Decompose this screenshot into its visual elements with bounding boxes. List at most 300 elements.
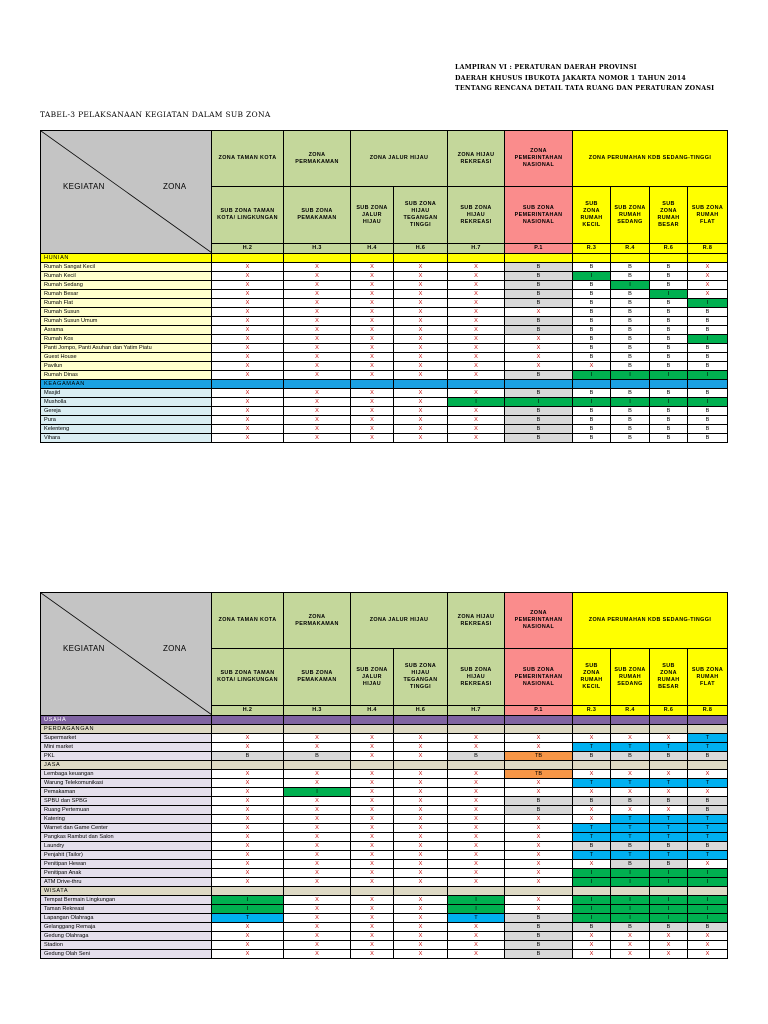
permission-cell: X — [394, 362, 448, 371]
corner-header — [41, 131, 212, 254]
permission-cell: X — [212, 353, 284, 362]
permission-cell: X — [284, 905, 351, 914]
permission-cell: X — [351, 806, 394, 815]
permission-cell: X — [394, 335, 448, 344]
permission-cell: X — [284, 299, 351, 308]
permission-cell: X — [394, 299, 448, 308]
permission-cell: I — [688, 896, 728, 905]
permission-cell: X — [394, 770, 448, 779]
table-row — [41, 815, 728, 824]
permission-cell: X — [505, 833, 573, 842]
section-cell — [505, 716, 573, 725]
permission-cell: X — [284, 851, 351, 860]
permission-cell: X — [394, 878, 448, 887]
section-cell — [212, 887, 284, 896]
section-cell — [688, 254, 728, 263]
permission-cell: I — [688, 398, 728, 407]
activity-label: Ruang Pertemuan — [41, 806, 212, 815]
permission-cell: X — [284, 869, 351, 878]
permission-cell: B — [611, 860, 650, 869]
permission-cell: X — [212, 308, 284, 317]
permission-cell: X — [448, 815, 505, 824]
permission-cell: B — [573, 344, 611, 353]
permission-cell: X — [212, 779, 284, 788]
section-cell — [573, 725, 611, 734]
activity-label: Panti Jompo, Panti Asuhan dan Yatim Piatu — [41, 344, 212, 353]
permission-cell: X — [284, 353, 351, 362]
permission-cell: X — [212, 806, 284, 815]
permission-cell: T — [611, 851, 650, 860]
permission-cell: B — [505, 389, 573, 398]
subzone-code: H.7 — [448, 705, 505, 715]
section-cell — [284, 716, 351, 725]
permission-cell: X — [284, 824, 351, 833]
permission-cell: X — [448, 923, 505, 932]
permission-cell: X — [351, 779, 394, 788]
permission-cell: B — [611, 389, 650, 398]
permission-cell: B — [611, 842, 650, 851]
activity-label: Rumah Besar — [41, 290, 212, 299]
permission-cell: X — [394, 353, 448, 362]
permission-cell: X — [573, 362, 611, 371]
table-row — [41, 290, 728, 299]
permission-cell: X — [212, 869, 284, 878]
permission-cell: X — [394, 824, 448, 833]
permission-cell: X — [573, 734, 611, 743]
activity-label: Pemakaman — [41, 788, 212, 797]
permission-cell: X — [448, 842, 505, 851]
permission-cell: I — [688, 335, 728, 344]
permission-cell: X — [688, 950, 728, 959]
activity-label: Gelanggang Remaja — [41, 923, 212, 932]
permission-cell: X — [351, 770, 394, 779]
section-row — [41, 254, 728, 263]
permission-cell: X — [448, 878, 505, 887]
permission-cell: B — [650, 335, 688, 344]
permission-cell: B — [505, 806, 573, 815]
section-label: KEAGAMAAN — [41, 380, 212, 389]
permission-cell: I — [650, 914, 688, 923]
diagonal-line — [41, 593, 212, 715]
permission-cell: X — [351, 878, 394, 887]
permission-cell: B — [611, 407, 650, 416]
permission-cell: I — [448, 398, 505, 407]
permission-cell: B — [505, 425, 573, 434]
section-cell — [650, 725, 688, 734]
subzone-header: SUB ZONA PEMAKAMAN — [284, 649, 351, 705]
permission-cell: I — [611, 869, 650, 878]
table-row — [41, 824, 728, 833]
permission-cell: X — [284, 833, 351, 842]
permission-cell: I — [688, 914, 728, 923]
permission-cell: X — [351, 851, 394, 860]
section-cell — [505, 380, 573, 389]
activity-label: Warnet dan Game Center — [41, 824, 212, 833]
permission-cell: X — [284, 326, 351, 335]
permission-cell: I — [448, 905, 505, 914]
permission-cell: B — [505, 272, 573, 281]
permission-cell: I — [573, 371, 611, 380]
section-cell — [284, 761, 351, 770]
permission-cell: X — [212, 941, 284, 950]
activity-label: ATM Drive-thru — [41, 878, 212, 887]
section-cell — [284, 380, 351, 389]
permission-cell: B — [505, 299, 573, 308]
activity-label: Rumah Susun Umum — [41, 317, 212, 326]
section-row — [41, 761, 728, 770]
permission-cell: B — [611, 353, 650, 362]
permission-cell: X — [688, 770, 728, 779]
permission-cell: X — [505, 878, 573, 887]
activity-label: Katering — [41, 815, 212, 824]
permission-cell: X — [611, 932, 650, 941]
zone-header: ZONA HIJAU REKREASI — [448, 131, 505, 187]
activity-label: Asrama — [41, 326, 212, 335]
permission-cell: X — [284, 290, 351, 299]
permission-cell: X — [351, 263, 394, 272]
subzone-code: R.3 — [573, 705, 611, 715]
permission-cell: X — [284, 860, 351, 869]
permission-cell: B — [505, 407, 573, 416]
permission-cell: X — [212, 932, 284, 941]
permission-cell: B — [611, 362, 650, 371]
permission-cell: X — [394, 896, 448, 905]
permission-cell: X — [394, 806, 448, 815]
permission-cell: X — [212, 860, 284, 869]
permission-cell: X — [394, 842, 448, 851]
section-cell — [611, 761, 650, 770]
permission-cell: B — [650, 923, 688, 932]
subzone-header: SUB ZONA RUMAH SEDANG — [611, 187, 650, 243]
permission-cell: X — [284, 407, 351, 416]
permission-cell: X — [394, 344, 448, 353]
section-cell — [650, 887, 688, 896]
subzone-header: SUB ZONA RUMAH SEDANG — [611, 649, 650, 705]
activity-label: Rumah Sedang — [41, 281, 212, 290]
permission-cell: B — [650, 281, 688, 290]
permission-cell: I — [650, 878, 688, 887]
section-cell — [351, 725, 394, 734]
subzone-header: SUB ZONA JALUR HIJAU — [351, 187, 394, 243]
permission-cell: T — [650, 743, 688, 752]
permission-cell: X — [448, 950, 505, 959]
permission-cell: B — [611, 344, 650, 353]
permission-cell: X — [688, 941, 728, 950]
permission-cell: X — [448, 425, 505, 434]
section-cell — [688, 716, 728, 725]
activity-label: Masjid — [41, 389, 212, 398]
permission-cell: X — [351, 299, 394, 308]
permission-cell: X — [505, 788, 573, 797]
subzone-header: SUB ZONA TAMAN KOTA/ LINGKUNGAN — [212, 649, 284, 705]
permission-cell: X — [448, 281, 505, 290]
permission-cell: I — [611, 281, 650, 290]
permission-cell: B — [688, 407, 728, 416]
permission-cell: B — [505, 914, 573, 923]
permission-cell: X — [212, 281, 284, 290]
table-row — [41, 842, 728, 851]
permission-cell: B — [448, 752, 505, 761]
permission-cell: X — [505, 353, 573, 362]
permission-cell: X — [351, 824, 394, 833]
permission-cell: B — [688, 317, 728, 326]
table-row — [41, 932, 728, 941]
permission-cell: B — [573, 416, 611, 425]
permission-cell: T — [688, 734, 728, 743]
activity-label: Stadion — [41, 941, 212, 950]
permission-cell: X — [505, 824, 573, 833]
permission-cell: X — [351, 734, 394, 743]
permission-cell: X — [351, 290, 394, 299]
permission-cell: X — [448, 824, 505, 833]
permission-cell: X — [394, 317, 448, 326]
permission-cell: X — [505, 869, 573, 878]
table-row — [41, 326, 728, 335]
permission-cell: B — [505, 281, 573, 290]
permission-cell: X — [212, 407, 284, 416]
permission-cell: X — [448, 263, 505, 272]
permission-cell: I — [505, 398, 573, 407]
permission-cell: X — [212, 842, 284, 851]
permission-cell: B — [688, 308, 728, 317]
permission-cell: X — [351, 797, 394, 806]
permission-cell: X — [394, 308, 448, 317]
permission-cell: X — [284, 272, 351, 281]
permission-cell: I — [611, 914, 650, 923]
permission-cell: X — [212, 425, 284, 434]
permission-cell: X — [212, 815, 284, 824]
permission-cell: X — [394, 407, 448, 416]
table-row — [41, 797, 728, 806]
permission-cell: X — [284, 779, 351, 788]
permission-cell: X — [394, 281, 448, 290]
activity-label: Supermarket — [41, 734, 212, 743]
permission-cell: X — [505, 905, 573, 914]
permission-cell: I — [611, 896, 650, 905]
activity-label: Kelenteng — [41, 425, 212, 434]
permission-cell: B — [650, 797, 688, 806]
section-cell — [505, 887, 573, 896]
permission-cell: X — [394, 434, 448, 443]
subzone-header: SUB ZONA PEMERINTAHAN NASIONAL — [505, 187, 573, 243]
table-row — [41, 362, 728, 371]
permission-cell: TB — [505, 752, 573, 761]
permission-cell: X — [212, 299, 284, 308]
permission-cell: X — [351, 860, 394, 869]
permission-cell: X — [394, 734, 448, 743]
permission-cell: I — [688, 371, 728, 380]
permission-cell: X — [351, 752, 394, 761]
permission-cell: T — [448, 914, 505, 923]
permission-cell: B — [650, 842, 688, 851]
activity-label: Lapangan Olahraga — [41, 914, 212, 923]
activity-label: Gereja — [41, 407, 212, 416]
section-cell — [448, 887, 505, 896]
permission-cell: B — [688, 797, 728, 806]
permission-cell: X — [448, 797, 505, 806]
subzone-header: SUB ZONA RUMAH BESAR — [650, 187, 688, 243]
permission-cell: X — [212, 434, 284, 443]
permission-cell: B — [688, 752, 728, 761]
permission-cell: X — [351, 425, 394, 434]
permission-cell: X — [212, 824, 284, 833]
subzone-code: R.4 — [611, 243, 650, 253]
permission-cell: T — [688, 833, 728, 842]
section-label: HUNIAN — [41, 254, 212, 263]
permission-cell: B — [573, 425, 611, 434]
activity-label: Gedung Olah Seni — [41, 950, 212, 959]
permission-cell: X — [351, 869, 394, 878]
permission-cell: X — [284, 770, 351, 779]
activity-label: PKL — [41, 752, 212, 761]
permission-cell: I — [688, 299, 728, 308]
table-row — [41, 743, 728, 752]
activity-label: Rumah Flat — [41, 299, 212, 308]
permission-cell: X — [505, 308, 573, 317]
section-cell — [351, 254, 394, 263]
permission-cell: X — [611, 788, 650, 797]
permission-cell: X — [448, 335, 505, 344]
section-cell — [573, 716, 611, 725]
permission-cell: X — [611, 770, 650, 779]
permission-cell: X — [284, 362, 351, 371]
permission-cell: X — [284, 932, 351, 941]
activity-label: Penitipan Anak — [41, 869, 212, 878]
permission-cell: B — [611, 290, 650, 299]
permission-cell: T — [611, 833, 650, 842]
permission-cell: B — [611, 299, 650, 308]
permission-cell: X — [351, 815, 394, 824]
permission-cell: B — [688, 425, 728, 434]
section-cell — [284, 725, 351, 734]
section-cell — [688, 725, 728, 734]
subzone-code: H.6 — [394, 243, 448, 253]
permission-cell: X — [212, 317, 284, 326]
permission-cell: B — [688, 326, 728, 335]
section-cell — [284, 254, 351, 263]
permission-cell: X — [284, 371, 351, 380]
permission-cell: B — [650, 416, 688, 425]
permission-cell: I — [448, 896, 505, 905]
permission-cell: X — [505, 779, 573, 788]
zone-header: ZONA PERMAKAMAN — [284, 131, 351, 187]
subzone-code: H.2 — [212, 705, 284, 715]
permission-cell: B — [611, 335, 650, 344]
section-cell — [573, 761, 611, 770]
permission-cell: X — [212, 389, 284, 398]
permission-cell: X — [505, 335, 573, 344]
section-cell — [212, 380, 284, 389]
permission-cell: X — [573, 770, 611, 779]
corner-header — [41, 593, 212, 716]
permission-cell: B — [650, 425, 688, 434]
zone-header: ZONA TAMAN KOTA — [212, 593, 284, 649]
permission-cell: X — [573, 932, 611, 941]
zoning-table-hunian — [40, 130, 728, 443]
permission-cell: X — [351, 896, 394, 905]
table-row — [41, 950, 728, 959]
permission-cell: T — [688, 851, 728, 860]
activity-label: SPBU dan SPBG — [41, 797, 212, 806]
permission-cell: X — [284, 797, 351, 806]
permission-cell: B — [573, 434, 611, 443]
permission-cell: X — [351, 317, 394, 326]
permission-cell: X — [448, 371, 505, 380]
section-cell — [611, 887, 650, 896]
section-cell — [394, 887, 448, 896]
table-row — [41, 878, 728, 887]
permission-cell: X — [351, 272, 394, 281]
permission-cell: X — [351, 407, 394, 416]
table-row — [41, 416, 728, 425]
section-cell — [573, 254, 611, 263]
permission-cell: X — [688, 932, 728, 941]
section-cell — [688, 887, 728, 896]
permission-cell: B — [573, 842, 611, 851]
permission-cell: X — [351, 281, 394, 290]
permission-cell: T — [573, 824, 611, 833]
permission-cell: X — [394, 743, 448, 752]
section-cell — [611, 725, 650, 734]
permission-cell: B — [505, 923, 573, 932]
section-cell — [611, 716, 650, 725]
header-line-1: LAMPIRAN VI : PERATURAN DAERAH PROVINSI — [455, 64, 637, 71]
permission-cell: T — [688, 779, 728, 788]
permission-cell: T — [611, 779, 650, 788]
permission-cell: T — [688, 824, 728, 833]
section-label: USAHA — [41, 716, 212, 725]
permission-cell: B — [650, 362, 688, 371]
permission-cell: I — [650, 896, 688, 905]
table-row — [41, 308, 728, 317]
permission-cell: X — [351, 308, 394, 317]
permission-cell: B — [573, 923, 611, 932]
header-line-3: TENTANG RENCANA DETAIL TATA RUANG DAN PERATURAN ZONASI — [455, 85, 715, 92]
permission-cell: X — [284, 896, 351, 905]
permission-cell: I — [611, 371, 650, 380]
section-cell — [448, 254, 505, 263]
section-cell — [394, 380, 448, 389]
permission-cell: X — [284, 308, 351, 317]
kegiatan-label: KEGIATAN — [63, 182, 105, 191]
header-line-2: DAERAH KHUSUS IBUKOTA JAKARTA NOMOR 1 TAHUN 2014 — [455, 74, 687, 82]
subzone-header: SUB ZONA PEMERINTAHAN NASIONAL — [505, 649, 573, 705]
permission-cell: X — [650, 806, 688, 815]
table-row — [41, 389, 728, 398]
permission-cell: B — [650, 344, 688, 353]
table-row — [41, 896, 728, 905]
permission-cell: B — [573, 326, 611, 335]
section-row — [41, 716, 728, 725]
permission-cell: X — [351, 389, 394, 398]
permission-cell: X — [394, 923, 448, 932]
permission-cell: X — [394, 797, 448, 806]
permission-cell: T — [573, 833, 611, 842]
permission-cell: X — [448, 317, 505, 326]
permission-cell: X — [611, 734, 650, 743]
permission-cell: X — [448, 860, 505, 869]
permission-cell: X — [394, 389, 448, 398]
permission-cell: I — [650, 869, 688, 878]
permission-cell: X — [448, 932, 505, 941]
table-row — [41, 425, 728, 434]
permission-cell: X — [505, 896, 573, 905]
subzone-code: R.6 — [650, 243, 688, 253]
section-cell — [212, 725, 284, 734]
permission-cell: X — [448, 851, 505, 860]
permission-cell: X — [351, 353, 394, 362]
permission-cell: X — [351, 362, 394, 371]
